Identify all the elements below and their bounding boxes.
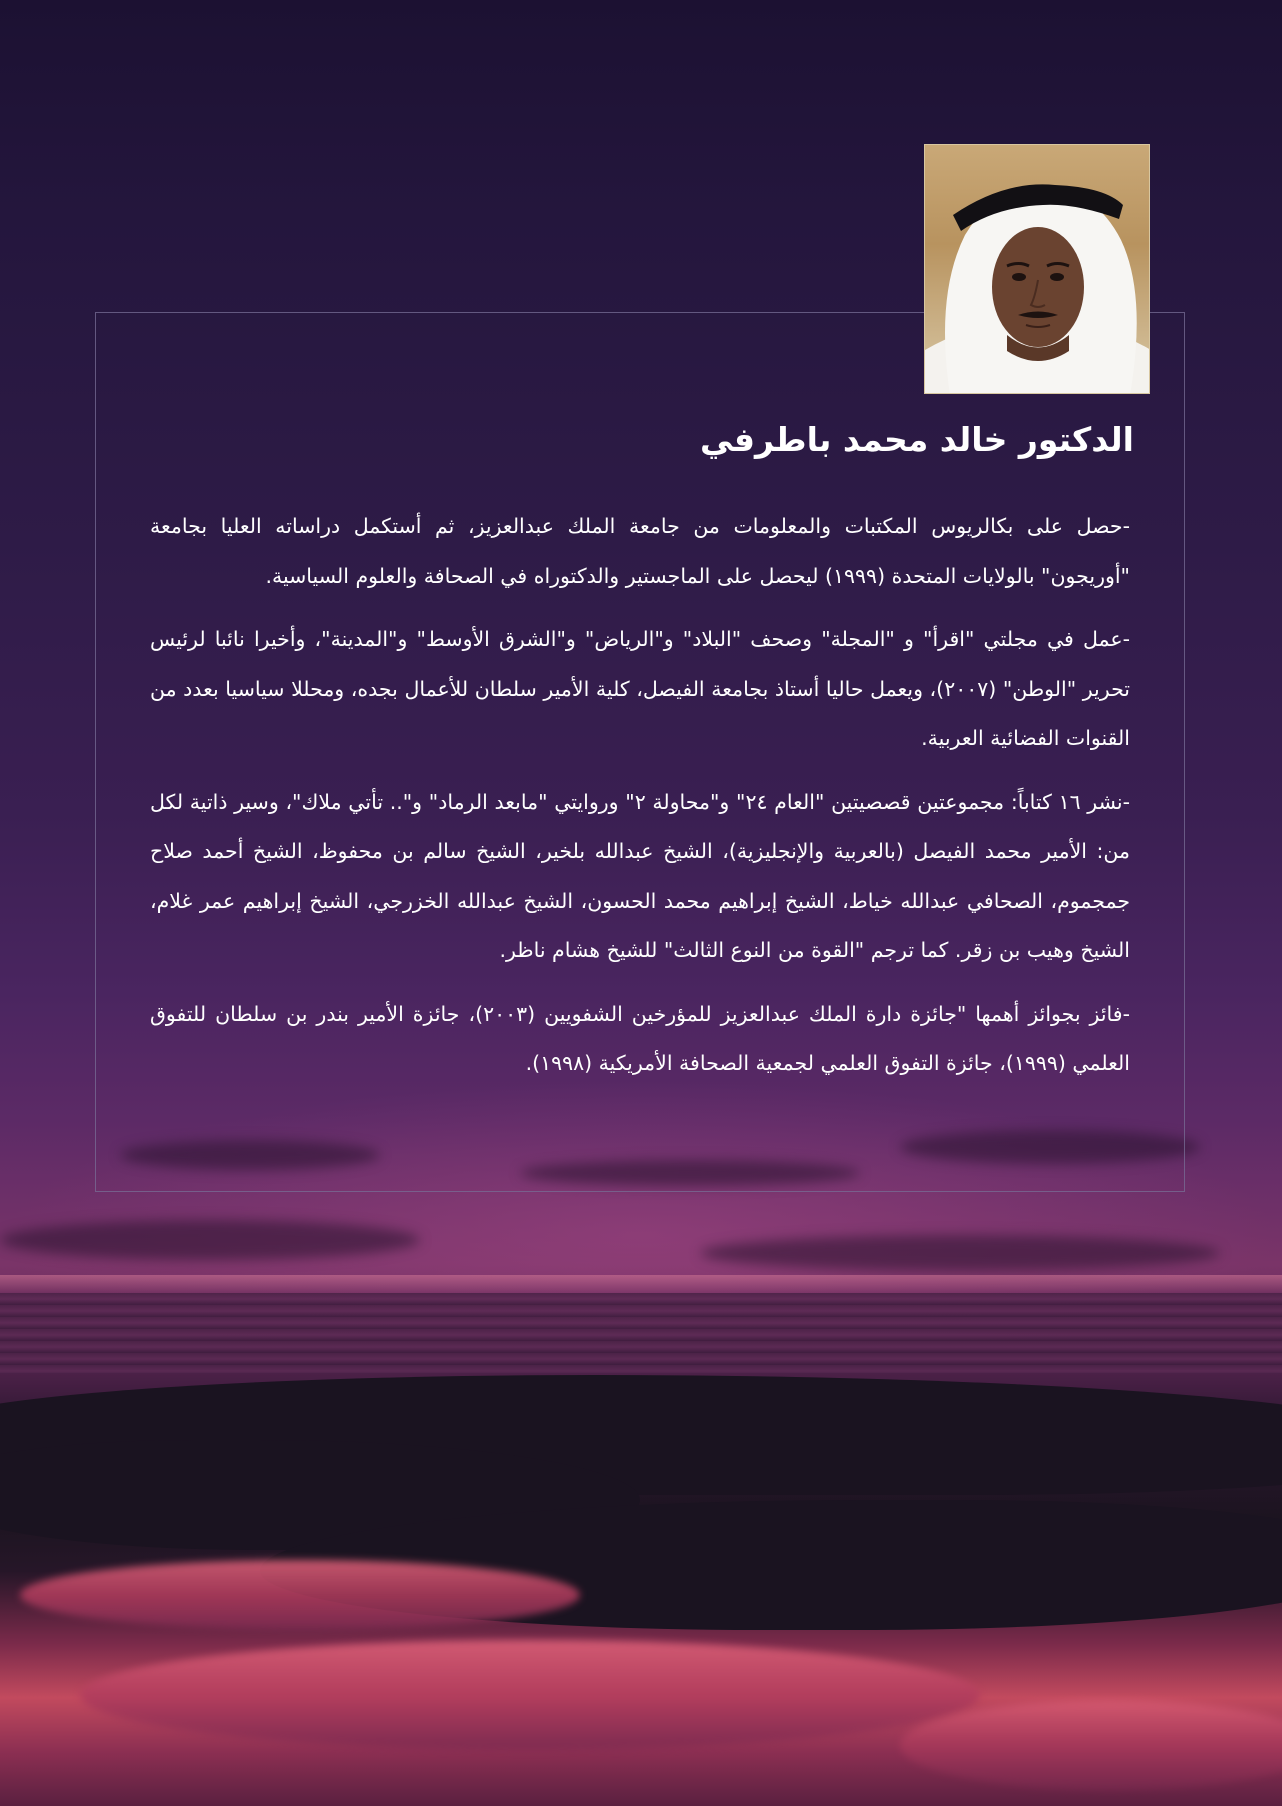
cloud — [0, 1220, 420, 1260]
author-portrait — [925, 145, 1150, 394]
horizon-line — [0, 1275, 1282, 1293]
water-reflection — [900, 1700, 1282, 1790]
author-photo — [924, 144, 1150, 394]
bio-education: -حصل على بكالريوس المكتبات والمعلومات من جامعة الملك عبدالعزيز، ثم أستكمل دراساته العليا بجامعة "أوريجون" بالولايات المتحدة (١٩٩٩) ليحصل على الماجستير والدكتوراه في الصحافة والعلوم السياسية. — [150, 514, 1130, 588]
water-reflection — [20, 1560, 580, 1630]
sea — [0, 1293, 1282, 1373]
bio-career: -عمل في مجلتي "اقرأ" و "المجلة" وصحف "البلاد" و"الرياض" و"الشرق الأوسط" و"المدينة"، وأخيرا نائبا لرئيس تحرير "الوطن" (٢٠٠٧)، ويعمل حاليا أستاذ بجامعة الفيصل، كلية الأمير سلطان للأعمال بجده، ومحللا سياسيا بعدد من القنوات الفضائية العربية. — [150, 627, 1131, 750]
author-name: الدكتور خالد محمد باطرفي — [700, 420, 1134, 459]
author-bio — [150, 502, 1130, 1103]
bio-publications: -نشر ١٦ كتاباً: مجموعتين قصصيتين "العام ٢٤" و"محاولة ٢" وروايتي "مابعد الرماد" و".. تأتي ملاك"، وسير ذاتية لكل من: الأمير محمد الفيصل (بالعربية والإنجليزية)، الشيخ عبدالله بلخير، الشيخ سالم بن محفوظ، الشيخ أحمد صلاح جمجموم، الصحافي عبدالله خياط، الشيخ إبراهيم محمد الحسون، الشيخ عبدالله الخزرجي، الشيخ إبراهيم عمر غلام، الشيخ وهيب بن زقر. كما ترجم "القوة من النوع الثالث" للشيخ هشام ناظر. — [150, 789, 1131, 962]
bio-awards: -فائز بجوائز أهمها "جائزة دارة الملك عبدالعزيز للمؤرخين الشفويين (٢٠٠٣)، جائزة الأمير بندر بن سلطان للتفوق العلمي (١٩٩٩)، جائزة التفوق العلمي لجمعية الصحافة الأمريكية (١٩٩٨). — [150, 1001, 1131, 1075]
cloud — [700, 1235, 1220, 1271]
water-reflection — [80, 1640, 980, 1750]
